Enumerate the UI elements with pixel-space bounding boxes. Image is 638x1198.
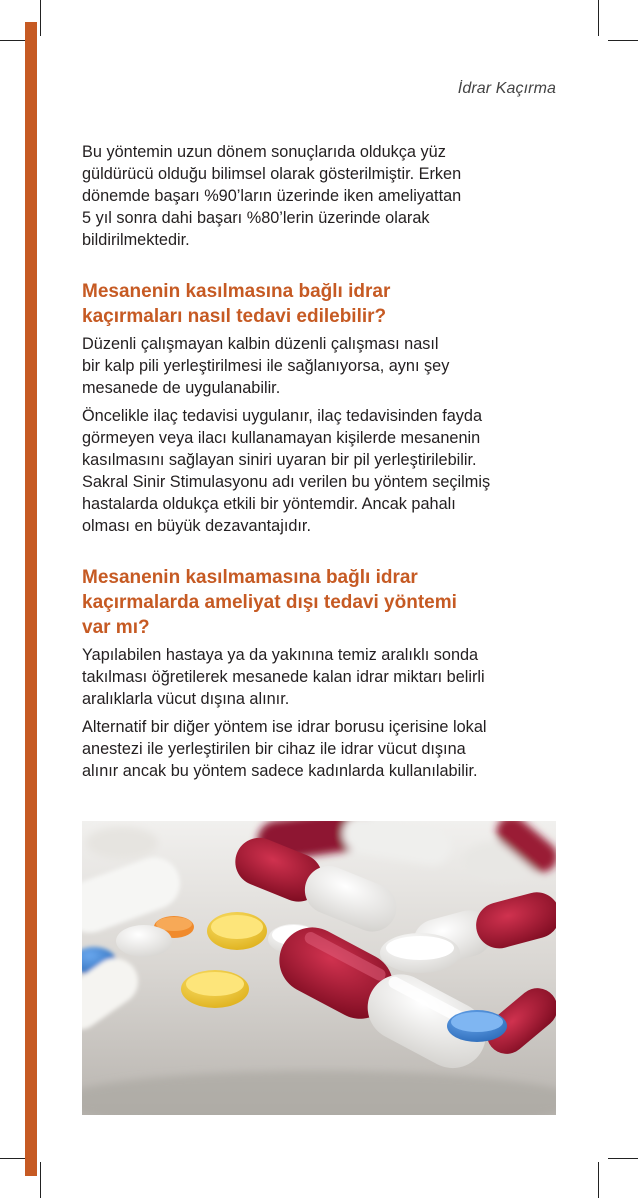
running-head: İdrar Kaçırma xyxy=(457,80,556,97)
section1-paragraph: Öncelikle ilaç tedavisi uygulanır, ilaç tedavisinden fayda görmeyen veya ilacı kullanamayan kişilerde mesanenin kasılmasını sağlayan siniri uyaran bir pil yerleştirilebilir. Sakral Sinir Stimulasyonu adı verilen bu yöntem seçilmiş hastalarda oldukça etkili bir yöntemdir. Ancak pahalı olması en büyük dezavantajıdır. xyxy=(82,407,491,535)
crop-mark xyxy=(40,1162,41,1198)
section1-paragraph: Düzenli çalışmayan kalbin düzenli çalışması nasıl bir kalp pili yerleştirilmesi ile sağlanıyorsa, aynı şey mesanede de uygulanabilir. xyxy=(82,335,450,397)
crop-mark xyxy=(608,1158,638,1159)
accent-side-bar xyxy=(25,22,37,1176)
intro-paragraph: Bu yöntemin uzun dönem sonuçlarıda oldukça yüz güldürücü olduğu bilimsel olarak gösterilmiştir. Erken dönemde başarı %90’ların üzerinde iken ameliyattan 5 yıl sonra dahi başarı %80’lerin üzerinde olarak bildirilmektedir. xyxy=(82,143,462,249)
crop-mark xyxy=(598,1162,599,1198)
section2-heading: Mesanenin kasılmamasına bağlı idrar kaçırmalarda ameliyat dışı tedavi yöntemi var mı? xyxy=(82,567,457,638)
section2-paragraph: Yapılabilen hastaya ya da yakınına temiz aralıklı sonda takılması öğretilerek mesanede kalan idrar miktarı belirli aralıklarla vücut dışına alınır. xyxy=(82,646,485,708)
crop-mark xyxy=(608,40,638,41)
section1-heading: Mesanenin kasılmasına bağlı idrar kaçırmaları nasıl tedavi edilebilir? xyxy=(82,281,391,327)
pills-photo xyxy=(82,821,556,1115)
section2-paragraph: Alternatif bir diğer yöntem ise idrar borusu içerisine lokal anestezi ile yerleştirilen bir cihaz ile idrar vücut dışına alınır ancak bu yöntem sadece kadınlarda kullanılabilir. xyxy=(82,718,487,780)
crop-mark xyxy=(40,0,41,36)
crop-mark xyxy=(598,0,599,36)
article-body xyxy=(82,141,572,788)
